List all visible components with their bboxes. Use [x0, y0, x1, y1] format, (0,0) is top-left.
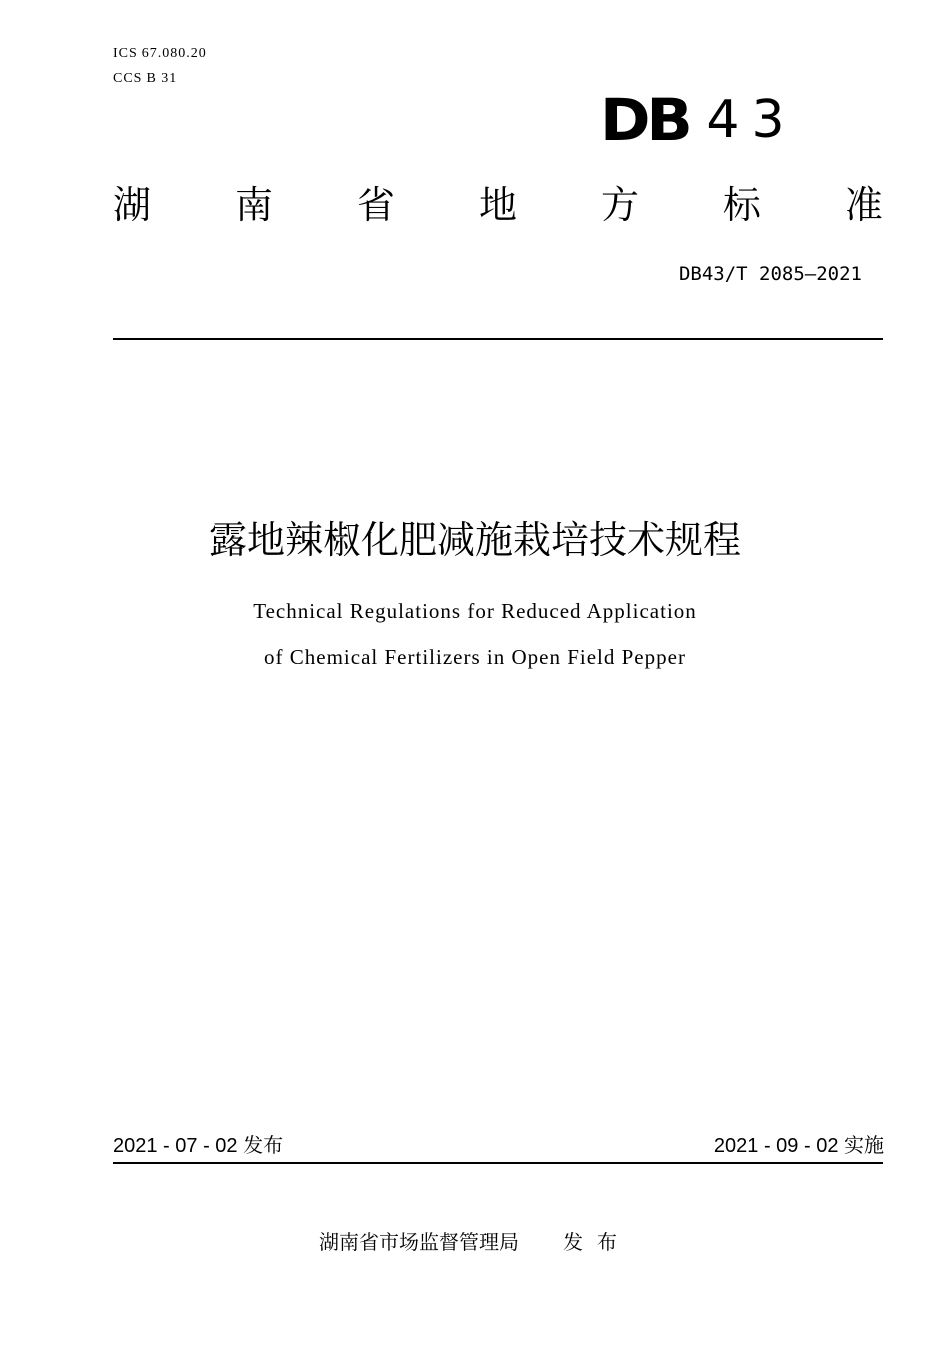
header-divider: [113, 338, 883, 340]
issuer-line: [0, 1228, 950, 1256]
title-english-line-1: Technical Regulations for Reduced Application: [253, 599, 697, 623]
implement-date: 2021 - 09 - 02 实施: [713, 1135, 884, 1157]
ccs-value: B 31: [146, 71, 178, 86]
footer-divider: [113, 1162, 883, 1164]
ics-value: 67.080.20: [141, 46, 207, 61]
db-logo: [600, 86, 797, 154]
db-mark: DB: [600, 86, 689, 154]
standard-type-char: 湖: [113, 183, 152, 227]
ics-code: [113, 45, 207, 63]
standard-type-heading: [113, 180, 883, 230]
publish-date: 2021 - 07 - 02 发布: [113, 1135, 284, 1157]
standard-type-char: 地: [478, 183, 517, 227]
issuer-name: 湖南省市场监督管理局: [319, 1230, 519, 1254]
standard-type-char: 省: [356, 183, 395, 227]
title-chinese: 露地辣椒化肥减施栽培技术规程: [208, 518, 741, 562]
ccs-label: CCS: [113, 71, 143, 86]
standard-type-char: 标: [722, 183, 761, 227]
issuer-action: 发布: [563, 1230, 631, 1254]
standard-type-char: 南: [234, 183, 273, 227]
db-number: 43: [706, 90, 797, 150]
standard-type-char: 方: [600, 183, 639, 227]
ics-label: ICS: [113, 46, 138, 61]
standard-code: DB43/T 2085—2021: [678, 263, 862, 285]
title-english-line-2: of Chemical Fertilizers in Open Field Pepper: [264, 645, 686, 669]
ccs-code: [113, 70, 177, 88]
standard-type-char: 准: [844, 183, 883, 227]
